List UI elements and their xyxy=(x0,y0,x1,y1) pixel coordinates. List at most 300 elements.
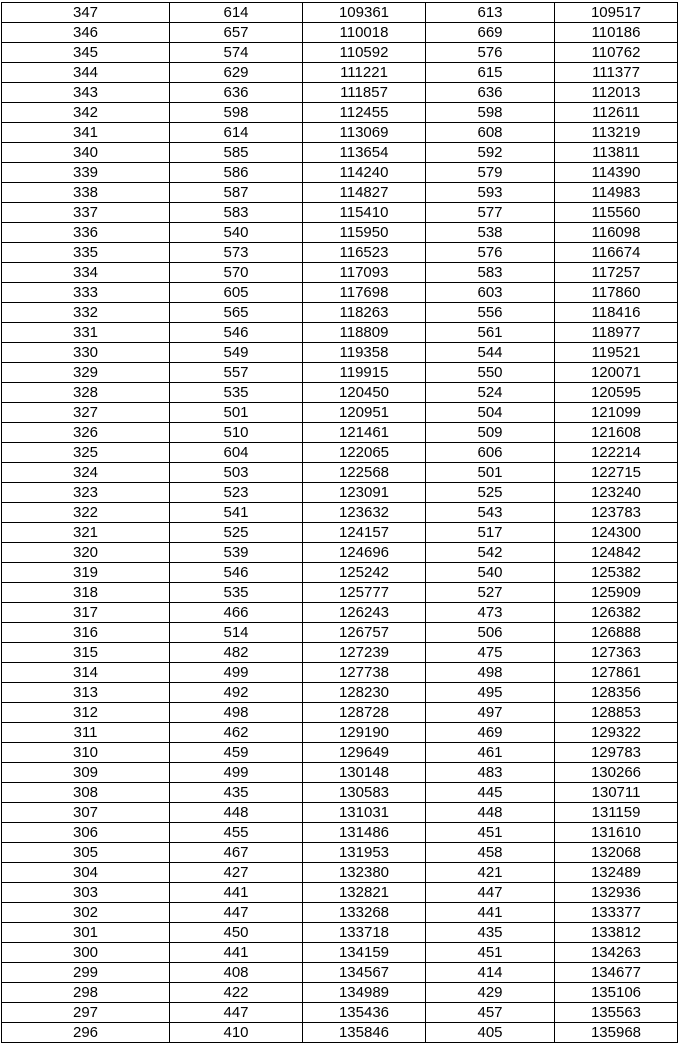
count-a-cell: 573 xyxy=(170,243,303,263)
score-cell: 346 xyxy=(2,23,170,43)
table-row xyxy=(2,623,678,643)
table-row xyxy=(2,783,678,803)
table-row xyxy=(2,543,678,563)
table-row xyxy=(2,103,678,123)
cumulative-b-cell: 129783 xyxy=(555,743,678,763)
count-a-cell: 557 xyxy=(170,363,303,383)
score-cell: 312 xyxy=(2,703,170,723)
count-b-cell: 615 xyxy=(426,63,555,83)
count-b-cell: 498 xyxy=(426,663,555,683)
count-a-cell: 540 xyxy=(170,223,303,243)
cumulative-b-cell: 133812 xyxy=(555,923,678,943)
count-a-cell: 629 xyxy=(170,63,303,83)
table-row xyxy=(2,923,678,943)
score-cell: 320 xyxy=(2,543,170,563)
score-distribution-table xyxy=(1,2,678,1043)
count-b-cell: 592 xyxy=(426,143,555,163)
score-cell: 313 xyxy=(2,683,170,703)
cumulative-a-cell: 124157 xyxy=(303,523,426,543)
count-a-cell: 570 xyxy=(170,263,303,283)
count-b-cell: 506 xyxy=(426,623,555,643)
count-a-cell: 585 xyxy=(170,143,303,163)
count-a-cell: 586 xyxy=(170,163,303,183)
cumulative-a-cell: 130583 xyxy=(303,783,426,803)
table-row xyxy=(2,363,678,383)
cumulative-b-cell: 114390 xyxy=(555,163,678,183)
count-b-cell: 457 xyxy=(426,1003,555,1023)
score-cell: 304 xyxy=(2,863,170,883)
score-cell: 327 xyxy=(2,403,170,423)
score-cell: 311 xyxy=(2,723,170,743)
cumulative-a-cell: 109361 xyxy=(303,3,426,23)
cumulative-a-cell: 120450 xyxy=(303,383,426,403)
score-cell: 336 xyxy=(2,223,170,243)
cumulative-a-cell: 113654 xyxy=(303,143,426,163)
count-a-cell: 574 xyxy=(170,43,303,63)
score-cell: 305 xyxy=(2,843,170,863)
count-b-cell: 540 xyxy=(426,563,555,583)
cumulative-b-cell: 122715 xyxy=(555,463,678,483)
cumulative-a-cell: 120951 xyxy=(303,403,426,423)
count-b-cell: 405 xyxy=(426,1023,555,1043)
count-a-cell: 447 xyxy=(170,903,303,923)
count-b-cell: 441 xyxy=(426,903,555,923)
cumulative-b-cell: 131610 xyxy=(555,823,678,843)
cumulative-b-cell: 120595 xyxy=(555,383,678,403)
score-cell: 296 xyxy=(2,1023,170,1043)
count-a-cell: 514 xyxy=(170,623,303,643)
table-row xyxy=(2,203,678,223)
score-cell: 339 xyxy=(2,163,170,183)
count-b-cell: 501 xyxy=(426,463,555,483)
count-b-cell: 495 xyxy=(426,683,555,703)
cumulative-b-cell: 120071 xyxy=(555,363,678,383)
score-cell: 330 xyxy=(2,343,170,363)
count-a-cell: 450 xyxy=(170,923,303,943)
count-a-cell: 604 xyxy=(170,443,303,463)
cumulative-a-cell: 131031 xyxy=(303,803,426,823)
count-b-cell: 608 xyxy=(426,123,555,143)
count-b-cell: 542 xyxy=(426,543,555,563)
count-a-cell: 546 xyxy=(170,323,303,343)
count-b-cell: 598 xyxy=(426,103,555,123)
count-b-cell: 561 xyxy=(426,323,555,343)
score-cell: 297 xyxy=(2,1003,170,1023)
cumulative-b-cell: 117860 xyxy=(555,283,678,303)
cumulative-b-cell: 125909 xyxy=(555,583,678,603)
cumulative-a-cell: 130148 xyxy=(303,763,426,783)
count-a-cell: 422 xyxy=(170,983,303,1003)
table-row xyxy=(2,643,678,663)
count-a-cell: 462 xyxy=(170,723,303,743)
score-cell: 315 xyxy=(2,643,170,663)
count-b-cell: 445 xyxy=(426,783,555,803)
count-b-cell: 461 xyxy=(426,743,555,763)
cumulative-b-cell: 112611 xyxy=(555,103,678,123)
count-b-cell: 451 xyxy=(426,943,555,963)
count-a-cell: 448 xyxy=(170,803,303,823)
score-cell: 326 xyxy=(2,423,170,443)
score-cell: 316 xyxy=(2,623,170,643)
count-a-cell: 565 xyxy=(170,303,303,323)
cumulative-b-cell: 135563 xyxy=(555,1003,678,1023)
count-b-cell: 429 xyxy=(426,983,555,1003)
score-cell: 325 xyxy=(2,443,170,463)
score-cell: 335 xyxy=(2,243,170,263)
cumulative-a-cell: 132380 xyxy=(303,863,426,883)
table-row xyxy=(2,223,678,243)
table-row xyxy=(2,963,678,983)
cumulative-a-cell: 119358 xyxy=(303,343,426,363)
count-b-cell: 435 xyxy=(426,923,555,943)
table-row xyxy=(2,743,678,763)
cumulative-a-cell: 116523 xyxy=(303,243,426,263)
table-row xyxy=(2,883,678,903)
count-b-cell: 473 xyxy=(426,603,555,623)
score-cell: 318 xyxy=(2,583,170,603)
count-a-cell: 598 xyxy=(170,103,303,123)
count-b-cell: 576 xyxy=(426,243,555,263)
cumulative-a-cell: 110018 xyxy=(303,23,426,43)
cumulative-a-cell: 127239 xyxy=(303,643,426,663)
cumulative-a-cell: 122065 xyxy=(303,443,426,463)
cumulative-a-cell: 111857 xyxy=(303,83,426,103)
table-row xyxy=(2,763,678,783)
table-row xyxy=(2,23,678,43)
count-a-cell: 549 xyxy=(170,343,303,363)
cumulative-b-cell: 112013 xyxy=(555,83,678,103)
count-a-cell: 657 xyxy=(170,23,303,43)
cumulative-a-cell: 135846 xyxy=(303,1023,426,1043)
cumulative-b-cell: 135106 xyxy=(555,983,678,1003)
table-row xyxy=(2,563,678,583)
count-a-cell: 546 xyxy=(170,563,303,583)
cumulative-b-cell: 123240 xyxy=(555,483,678,503)
count-a-cell: 459 xyxy=(170,743,303,763)
table-row xyxy=(2,943,678,963)
count-a-cell: 447 xyxy=(170,1003,303,1023)
table-row xyxy=(2,583,678,603)
count-b-cell: 527 xyxy=(426,583,555,603)
table-row xyxy=(2,43,678,63)
count-a-cell: 499 xyxy=(170,663,303,683)
cumulative-b-cell: 113219 xyxy=(555,123,678,143)
count-b-cell: 576 xyxy=(426,43,555,63)
score-cell: 314 xyxy=(2,663,170,683)
cumulative-a-cell: 112455 xyxy=(303,103,426,123)
table-row xyxy=(2,463,678,483)
cumulative-b-cell: 134677 xyxy=(555,963,678,983)
count-a-cell: 605 xyxy=(170,283,303,303)
cumulative-b-cell: 125382 xyxy=(555,563,678,583)
table-row xyxy=(2,323,678,343)
cumulative-b-cell: 132068 xyxy=(555,843,678,863)
cumulative-a-cell: 126243 xyxy=(303,603,426,623)
table-row xyxy=(2,403,678,423)
score-cell: 307 xyxy=(2,803,170,823)
cumulative-b-cell: 134263 xyxy=(555,943,678,963)
score-cell: 344 xyxy=(2,63,170,83)
score-cell: 301 xyxy=(2,923,170,943)
cumulative-a-cell: 115950 xyxy=(303,223,426,243)
cumulative-a-cell: 131953 xyxy=(303,843,426,863)
score-cell: 324 xyxy=(2,463,170,483)
count-b-cell: 550 xyxy=(426,363,555,383)
count-b-cell: 483 xyxy=(426,763,555,783)
count-a-cell: 492 xyxy=(170,683,303,703)
score-cell: 343 xyxy=(2,83,170,103)
cumulative-a-cell: 127738 xyxy=(303,663,426,683)
cumulative-b-cell: 115560 xyxy=(555,203,678,223)
cumulative-b-cell: 128356 xyxy=(555,683,678,703)
cumulative-a-cell: 110592 xyxy=(303,43,426,63)
count-a-cell: 535 xyxy=(170,583,303,603)
cumulative-b-cell: 118416 xyxy=(555,303,678,323)
count-b-cell: 458 xyxy=(426,843,555,863)
cumulative-a-cell: 122568 xyxy=(303,463,426,483)
count-a-cell: 498 xyxy=(170,703,303,723)
cumulative-a-cell: 133718 xyxy=(303,923,426,943)
cumulative-a-cell: 131486 xyxy=(303,823,426,843)
table-row xyxy=(2,3,678,23)
score-cell: 340 xyxy=(2,143,170,163)
count-b-cell: 469 xyxy=(426,723,555,743)
cumulative-b-cell: 111377 xyxy=(555,63,678,83)
table-row xyxy=(2,863,678,883)
score-cell: 306 xyxy=(2,823,170,843)
count-b-cell: 421 xyxy=(426,863,555,883)
cumulative-a-cell: 134159 xyxy=(303,943,426,963)
cumulative-a-cell: 111221 xyxy=(303,63,426,83)
score-cell: 347 xyxy=(2,3,170,23)
count-b-cell: 544 xyxy=(426,343,555,363)
cumulative-b-cell: 127861 xyxy=(555,663,678,683)
table-row xyxy=(2,1003,678,1023)
score-cell: 345 xyxy=(2,43,170,63)
table-row xyxy=(2,503,678,523)
table-row xyxy=(2,243,678,263)
cumulative-a-cell: 124696 xyxy=(303,543,426,563)
cumulative-a-cell: 117093 xyxy=(303,263,426,283)
cumulative-b-cell: 132489 xyxy=(555,863,678,883)
cumulative-a-cell: 133268 xyxy=(303,903,426,923)
count-b-cell: 504 xyxy=(426,403,555,423)
count-a-cell: 614 xyxy=(170,3,303,23)
count-a-cell: 466 xyxy=(170,603,303,623)
cumulative-b-cell: 124300 xyxy=(555,523,678,543)
score-cell: 329 xyxy=(2,363,170,383)
score-cell: 308 xyxy=(2,783,170,803)
table-row xyxy=(2,803,678,823)
table-row xyxy=(2,523,678,543)
cumulative-b-cell: 123783 xyxy=(555,503,678,523)
cumulative-b-cell: 126888 xyxy=(555,623,678,643)
count-b-cell: 451 xyxy=(426,823,555,843)
table-row xyxy=(2,423,678,443)
cumulative-b-cell: 131159 xyxy=(555,803,678,823)
count-a-cell: 535 xyxy=(170,383,303,403)
cumulative-b-cell: 119521 xyxy=(555,343,678,363)
score-cell: 337 xyxy=(2,203,170,223)
score-cell: 300 xyxy=(2,943,170,963)
cumulative-a-cell: 135436 xyxy=(303,1003,426,1023)
count-a-cell: 501 xyxy=(170,403,303,423)
score-cell: 338 xyxy=(2,183,170,203)
count-a-cell: 539 xyxy=(170,543,303,563)
score-cell: 341 xyxy=(2,123,170,143)
cumulative-b-cell: 132936 xyxy=(555,883,678,903)
table-row xyxy=(2,983,678,1003)
count-a-cell: 435 xyxy=(170,783,303,803)
count-a-cell: 482 xyxy=(170,643,303,663)
cumulative-a-cell: 129649 xyxy=(303,743,426,763)
count-b-cell: 577 xyxy=(426,203,555,223)
count-a-cell: 441 xyxy=(170,943,303,963)
cumulative-b-cell: 126382 xyxy=(555,603,678,623)
cumulative-b-cell: 128853 xyxy=(555,703,678,723)
count-b-cell: 543 xyxy=(426,503,555,523)
cumulative-b-cell: 121099 xyxy=(555,403,678,423)
table-row xyxy=(2,903,678,923)
count-a-cell: 499 xyxy=(170,763,303,783)
cumulative-a-cell: 125777 xyxy=(303,583,426,603)
cumulative-b-cell: 114983 xyxy=(555,183,678,203)
cumulative-b-cell: 116674 xyxy=(555,243,678,263)
cumulative-a-cell: 123632 xyxy=(303,503,426,523)
count-b-cell: 613 xyxy=(426,3,555,23)
cumulative-a-cell: 132821 xyxy=(303,883,426,903)
count-b-cell: 448 xyxy=(426,803,555,823)
score-cell: 302 xyxy=(2,903,170,923)
count-a-cell: 523 xyxy=(170,483,303,503)
cumulative-a-cell: 128230 xyxy=(303,683,426,703)
count-a-cell: 636 xyxy=(170,83,303,103)
count-b-cell: 509 xyxy=(426,423,555,443)
cumulative-a-cell: 114827 xyxy=(303,183,426,203)
score-cell: 309 xyxy=(2,763,170,783)
cumulative-b-cell: 135968 xyxy=(555,1023,678,1043)
score-cell: 322 xyxy=(2,503,170,523)
count-b-cell: 579 xyxy=(426,163,555,183)
score-cell: 298 xyxy=(2,983,170,1003)
table-row xyxy=(2,483,678,503)
count-b-cell: 669 xyxy=(426,23,555,43)
cumulative-a-cell: 128728 xyxy=(303,703,426,723)
cumulative-b-cell: 110762 xyxy=(555,43,678,63)
cumulative-a-cell: 118809 xyxy=(303,323,426,343)
count-b-cell: 583 xyxy=(426,263,555,283)
count-a-cell: 614 xyxy=(170,123,303,143)
count-b-cell: 497 xyxy=(426,703,555,723)
table-row xyxy=(2,343,678,363)
count-a-cell: 503 xyxy=(170,463,303,483)
count-a-cell: 441 xyxy=(170,883,303,903)
cumulative-b-cell: 117257 xyxy=(555,263,678,283)
table-row xyxy=(2,303,678,323)
cumulative-b-cell: 109517 xyxy=(555,3,678,23)
table-row xyxy=(2,83,678,103)
count-b-cell: 414 xyxy=(426,963,555,983)
score-cell: 319 xyxy=(2,563,170,583)
count-a-cell: 525 xyxy=(170,523,303,543)
cumulative-a-cell: 118263 xyxy=(303,303,426,323)
score-cell: 328 xyxy=(2,383,170,403)
cumulative-b-cell: 113811 xyxy=(555,143,678,163)
table-row xyxy=(2,843,678,863)
table-row xyxy=(2,603,678,623)
cumulative-a-cell: 121461 xyxy=(303,423,426,443)
cumulative-b-cell: 124842 xyxy=(555,543,678,563)
table-row xyxy=(2,443,678,463)
table-row xyxy=(2,823,678,843)
cumulative-b-cell: 130266 xyxy=(555,763,678,783)
table-row xyxy=(2,383,678,403)
cumulative-a-cell: 125242 xyxy=(303,563,426,583)
cumulative-a-cell: 113069 xyxy=(303,123,426,143)
table-row xyxy=(2,683,678,703)
cumulative-b-cell: 133377 xyxy=(555,903,678,923)
cumulative-b-cell: 110186 xyxy=(555,23,678,43)
cumulative-a-cell: 119915 xyxy=(303,363,426,383)
score-cell: 310 xyxy=(2,743,170,763)
score-cell: 299 xyxy=(2,963,170,983)
table-row xyxy=(2,703,678,723)
count-b-cell: 517 xyxy=(426,523,555,543)
count-b-cell: 538 xyxy=(426,223,555,243)
count-b-cell: 606 xyxy=(426,443,555,463)
score-cell: 321 xyxy=(2,523,170,543)
score-cell: 342 xyxy=(2,103,170,123)
count-a-cell: 427 xyxy=(170,863,303,883)
count-a-cell: 467 xyxy=(170,843,303,863)
table-row xyxy=(2,183,678,203)
cumulative-a-cell: 134989 xyxy=(303,983,426,1003)
table-row xyxy=(2,1023,678,1043)
count-a-cell: 510 xyxy=(170,423,303,443)
score-cell: 331 xyxy=(2,323,170,343)
cumulative-a-cell: 114240 xyxy=(303,163,426,183)
count-a-cell: 541 xyxy=(170,503,303,523)
count-a-cell: 583 xyxy=(170,203,303,223)
cumulative-b-cell: 116098 xyxy=(555,223,678,243)
cumulative-a-cell: 123091 xyxy=(303,483,426,503)
cumulative-b-cell: 121608 xyxy=(555,423,678,443)
count-b-cell: 593 xyxy=(426,183,555,203)
cumulative-a-cell: 129190 xyxy=(303,723,426,743)
cumulative-b-cell: 130711 xyxy=(555,783,678,803)
table-row xyxy=(2,263,678,283)
score-cell: 333 xyxy=(2,283,170,303)
table-row xyxy=(2,723,678,743)
count-a-cell: 408 xyxy=(170,963,303,983)
count-b-cell: 447 xyxy=(426,883,555,903)
cumulative-b-cell: 122214 xyxy=(555,443,678,463)
table-body xyxy=(2,3,678,1043)
table-row xyxy=(2,63,678,83)
count-b-cell: 524 xyxy=(426,383,555,403)
count-b-cell: 525 xyxy=(426,483,555,503)
score-cell: 332 xyxy=(2,303,170,323)
table-row xyxy=(2,143,678,163)
table-row xyxy=(2,283,678,303)
table-row xyxy=(2,163,678,183)
count-a-cell: 455 xyxy=(170,823,303,843)
count-b-cell: 556 xyxy=(426,303,555,323)
cumulative-b-cell: 127363 xyxy=(555,643,678,663)
score-cell: 334 xyxy=(2,263,170,283)
count-b-cell: 636 xyxy=(426,83,555,103)
count-a-cell: 587 xyxy=(170,183,303,203)
